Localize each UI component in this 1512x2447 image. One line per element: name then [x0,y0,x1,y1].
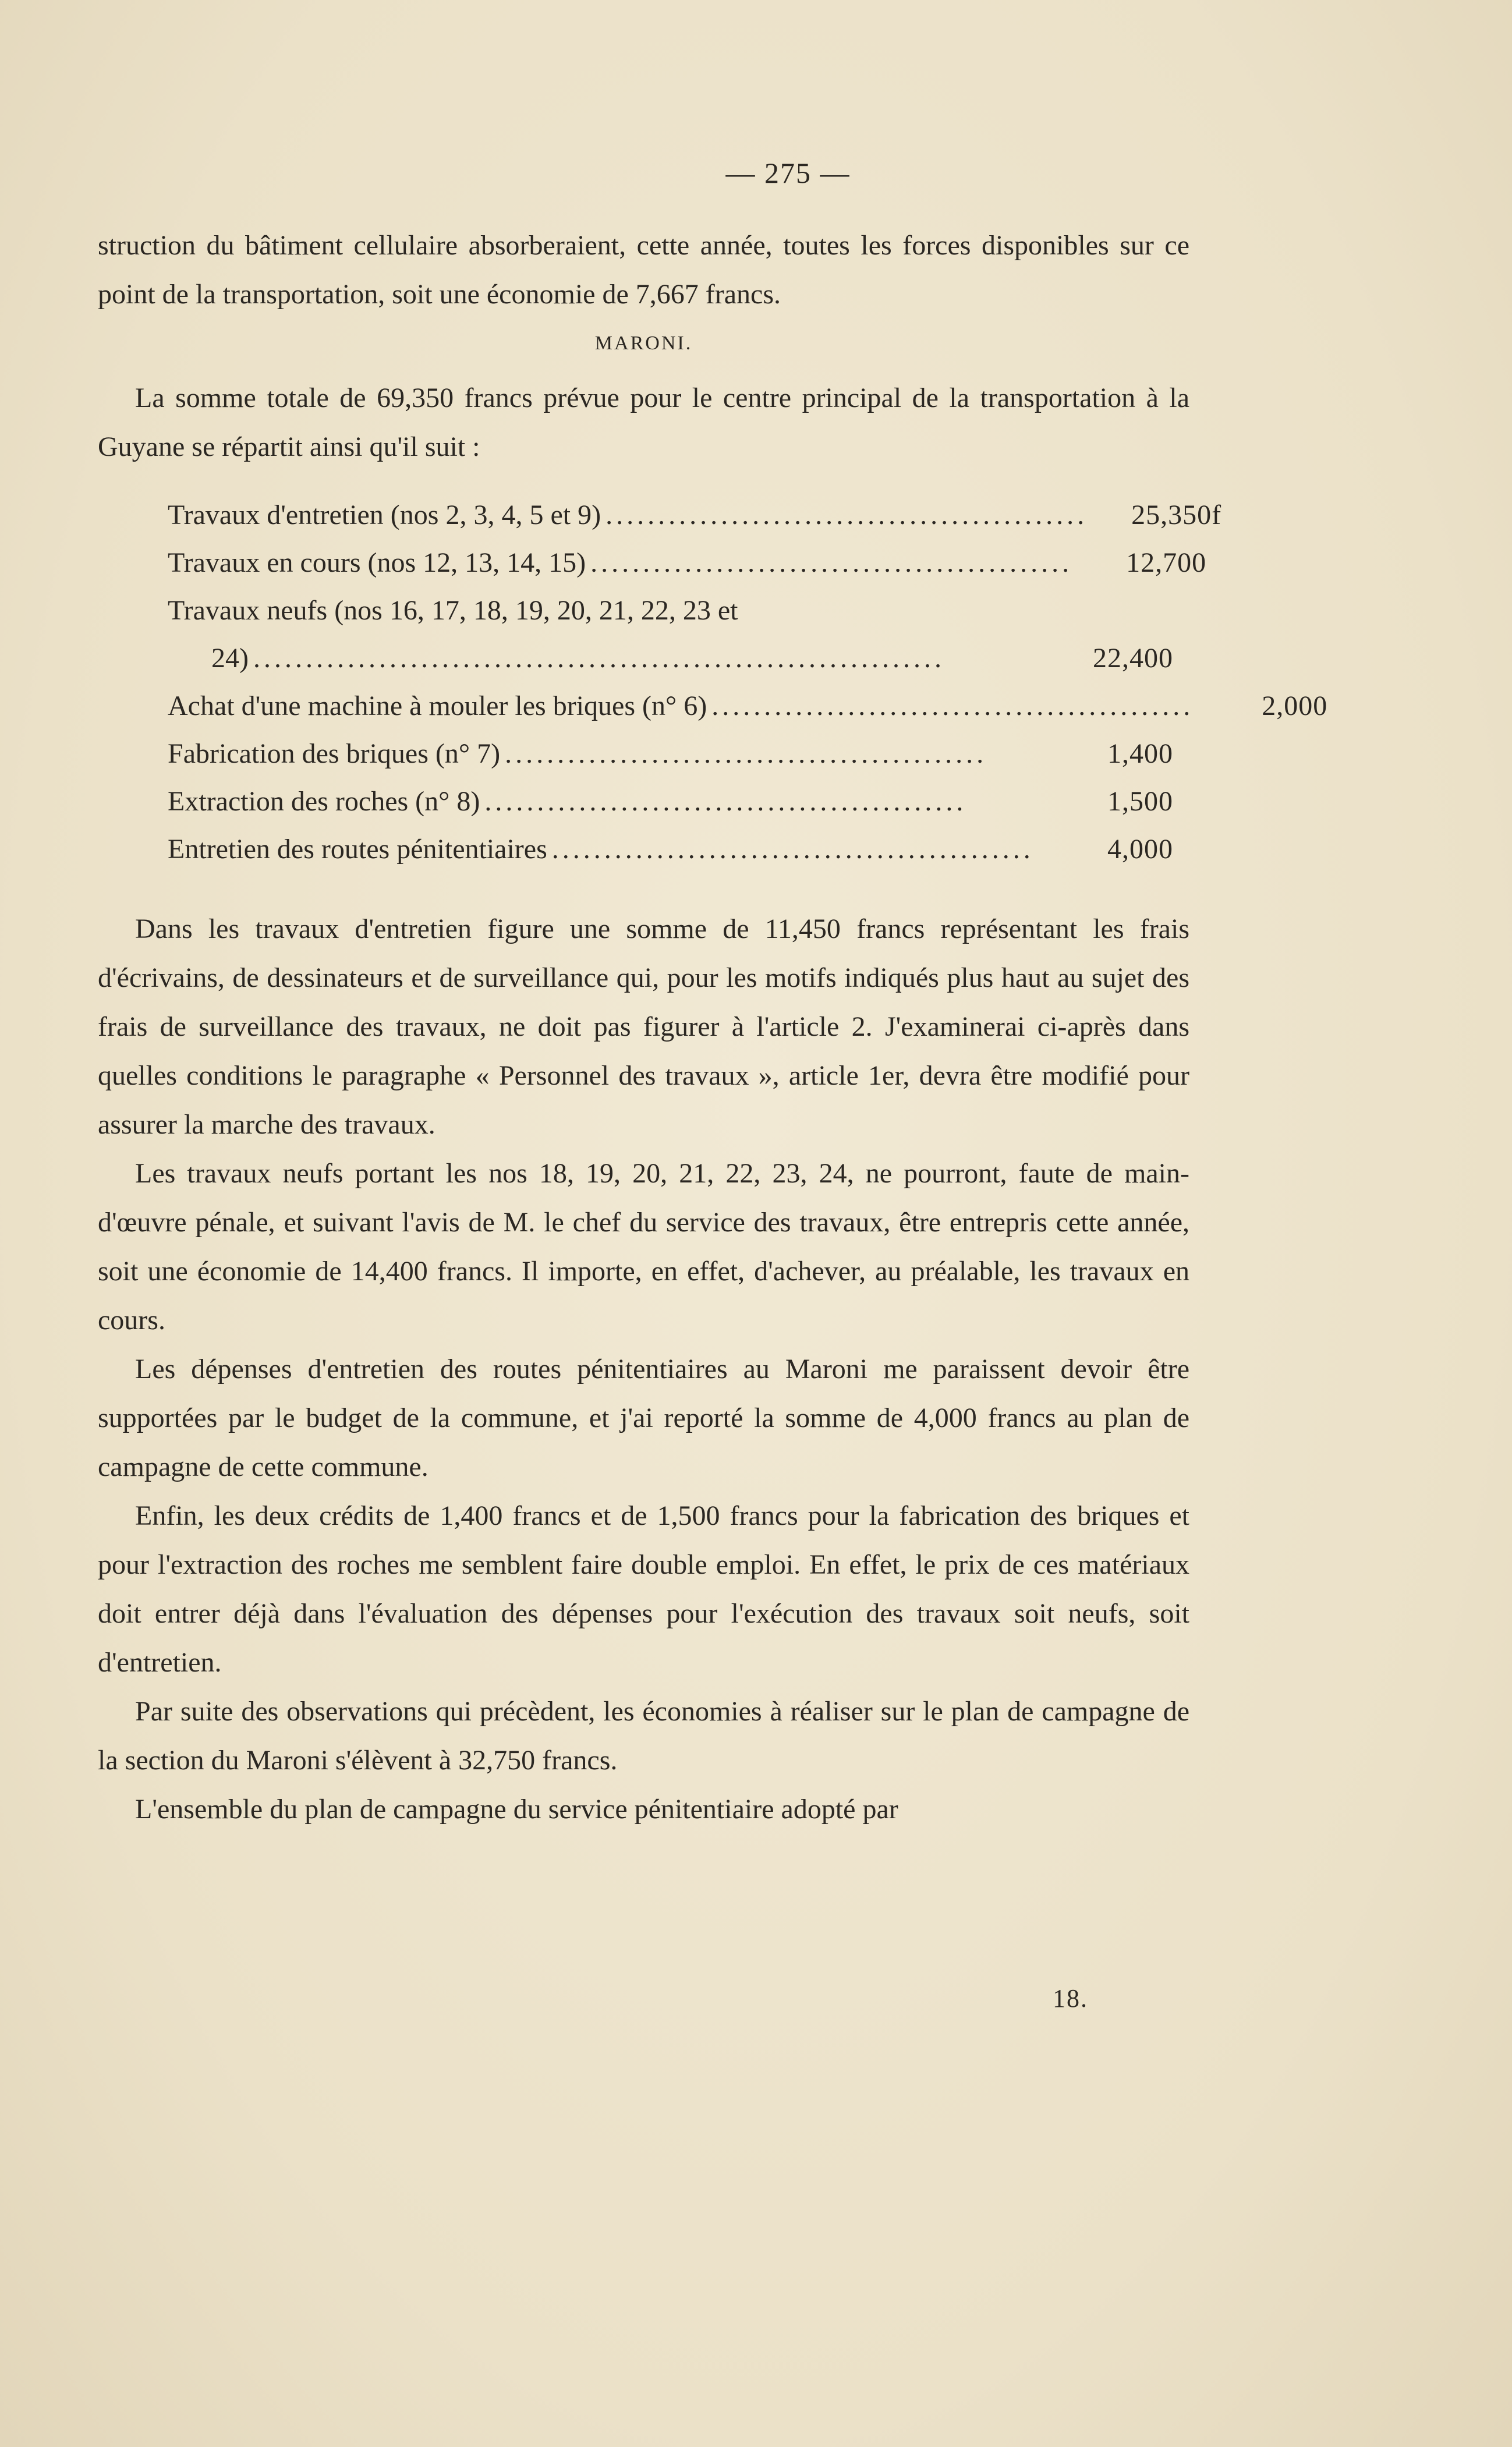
budget-label: Extraction des roches (n° 8) [168,786,480,817]
leader-dots: .................................................................. [253,643,945,674]
budget-amount: 22,400 [1093,643,1173,674]
body-text [98,221,1328,1834]
paragraph: Par suite des observations qui précèdent, les économies à réaliser sur le plan de campagne de la section du Maroni s'élèvent à 32,750 francs. [98,1696,1189,1776]
budget-label: Travaux d'entretien (nos 2, 3, 4, 5 et 9) [168,500,601,530]
signature-mark: 18. [1053,1984,1088,2013]
section-title: MARONI. [594,332,693,354]
paragraph: Les dépenses d'entretien des routes pénitentiaires au Maroni me paraissent devoir être supportées par le budget de la commune, et j'ai reporté la somme de 4,000 francs au plan de campagne de cette commune. [98,1354,1189,1482]
leader-dots: .............................................. [590,547,1073,578]
paragraph: Enfin, les deux crédits de 1,400 francs et de 1,500 francs pour la fabrication des briques et pour l'extraction des roches me semblent faire double emploi. En effet, le prix de ces matériaux doit entrer déjà dans l'évaluation des dépenses pour l'exécution des travaux soit neufs, soit d'entretien. [98,1500,1189,1678]
page-number: — 275 — [725,157,851,189]
budget-amount: 2,000 [1262,690,1328,721]
budget-row [98,826,1189,873]
section-intro: La somme totale de 69,350 francs prévue pour le centre principal de la transportation à la Guyane se répartit ainsi qu'il suit : [98,383,1189,462]
paragraph: Dans les travaux d'entretien figure une somme de 11,450 francs représentant les frais d'écrivains, de dessinateurs et de surveillance qui, pour les motifs indiqués plus haut au sujet des frais de surveillance des travaux, ne doit pas figurer à l'article 2. J'examinerai ci-après dans quelles conditions le paragraphe « Personnel des travaux », article 1er, devra être modifié pour assurer la marche des travaux. [98,913,1189,1140]
budget-row [98,491,1222,539]
paragraph: Les travaux neufs portant les nos 18, 19, 20, 21, 22, 23, 24, ne pourront, faute de main-d'œuvre pénale, et suivant l'avis de M. le chef du service des travaux, être entrepris cette année, soit une économie de 14,400 francs. Il importe, en effet, d'achever, au préalable, les travaux en cours. [98,1158,1189,1336]
budget-label: 24) [211,643,249,674]
budget-row [98,682,1328,730]
intro-paragraph: struction du bâtiment cellulaire absorberaient, cette année, toutes les forces disponibles sur ce point de la transportation, soit une économie de 7,667 francs. [98,230,1189,310]
budget-label: Entretien des routes pénitentiaires [168,834,547,865]
budget-amount: 12,700 [1126,547,1207,578]
budget-amount: 1,400 [1107,738,1173,769]
budget-row [98,730,1189,778]
budget-label: Achat d'une machine à mouler les briques (n° 6) [168,690,707,721]
budget-row [98,587,1189,635]
budget-table [98,491,1328,873]
budget-amount: 25,350f [1131,500,1222,530]
leader-dots: .............................................. [605,500,1088,530]
paragraph: L'ensemble du plan de campagne du service pénitentiaire adopté par [135,1794,898,1825]
budget-amount: 1,500 [1107,786,1173,817]
budget-amount: 4,000 [1107,834,1173,865]
budget-row [98,539,1207,587]
budget-label: Fabrication des briques (n° 7) [168,738,501,769]
budget-label: Travaux en cours (nos 12, 13, 14, 15) [168,547,586,578]
budget-row [98,635,1189,682]
budget-label: Travaux neufs (nos 16, 17, 18, 19, 20, 21, 22, 23 et [168,595,738,626]
budget-row [98,778,1189,826]
leader-dots: .............................................. [551,834,1034,865]
leader-dots: .............................................. [505,738,987,769]
leader-dots: .............................................. [711,690,1194,721]
leader-dots: .............................................. [484,786,967,817]
